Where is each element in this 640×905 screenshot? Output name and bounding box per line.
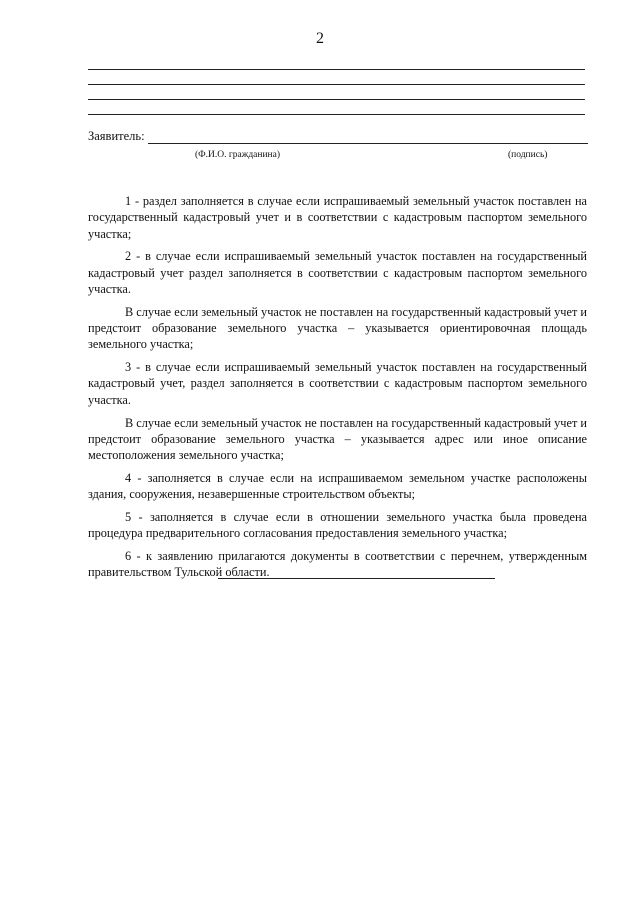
fio-caption: (Ф.И.О. гражданина) <box>195 150 280 160</box>
note-2: 2 - в случае если испрашиваемый земельный участок поставлен на государственный кадастровый учет раздел заполняется в соответствии с кадастровым паспортом земельного участка. <box>88 249 587 296</box>
blank-line-1 <box>88 69 585 70</box>
applicant-row <box>88 129 588 147</box>
note-2-continuation: В случае если земельный участок не поставлен на государственный кадастровый учет и предстоит образование земельного участка – указывается ориентировочная площадь земельного участка; <box>88 304 587 352</box>
blank-line-2 <box>88 84 585 85</box>
page-number: 2 <box>316 30 324 47</box>
note-6: 6 - к заявлению прилагаются документы в соответствии с перечнем, утвержденным правительством Тульской области. <box>88 549 587 580</box>
note-5: 5 - заполняется в случае если в отношении земельного участка была проведена процедура предварительного согласования предоставления земельного участка; <box>88 510 587 541</box>
footnotes <box>88 193 587 587</box>
blank-line-3 <box>88 99 585 100</box>
blank-line-4 <box>88 114 585 115</box>
signature-caption: (подпись) <box>508 150 548 160</box>
note-3: 3 - в случае если испрашиваемый земельный участок поставлен на государственный кадастровый учет, раздел заполняется в соответствии с кадастровым паспортом земельного участка. <box>88 360 587 407</box>
note-4: 4 - заполняется в случае если на испрашиваемом земельном участке расположены здания, сооружения, незавершенные строительством объекты; <box>88 470 587 502</box>
note-1: 1 - раздел заполняется в случае если испрашиваемый земельный участок поставлен на государственный кадастровый учет и в соответствии с кадастровым паспортом земельного участка; <box>88 194 587 241</box>
end-separator-line <box>218 578 495 579</box>
applicant-fill-line <box>148 143 588 144</box>
applicant-label: Заявитель: <box>88 129 145 143</box>
note-3-continuation: В случае если земельный участок не поставлен на государственный кадастровый учет и предстоит образование земельного участка – указывается адрес или иное описание местоположения земельного участка; <box>88 415 587 463</box>
